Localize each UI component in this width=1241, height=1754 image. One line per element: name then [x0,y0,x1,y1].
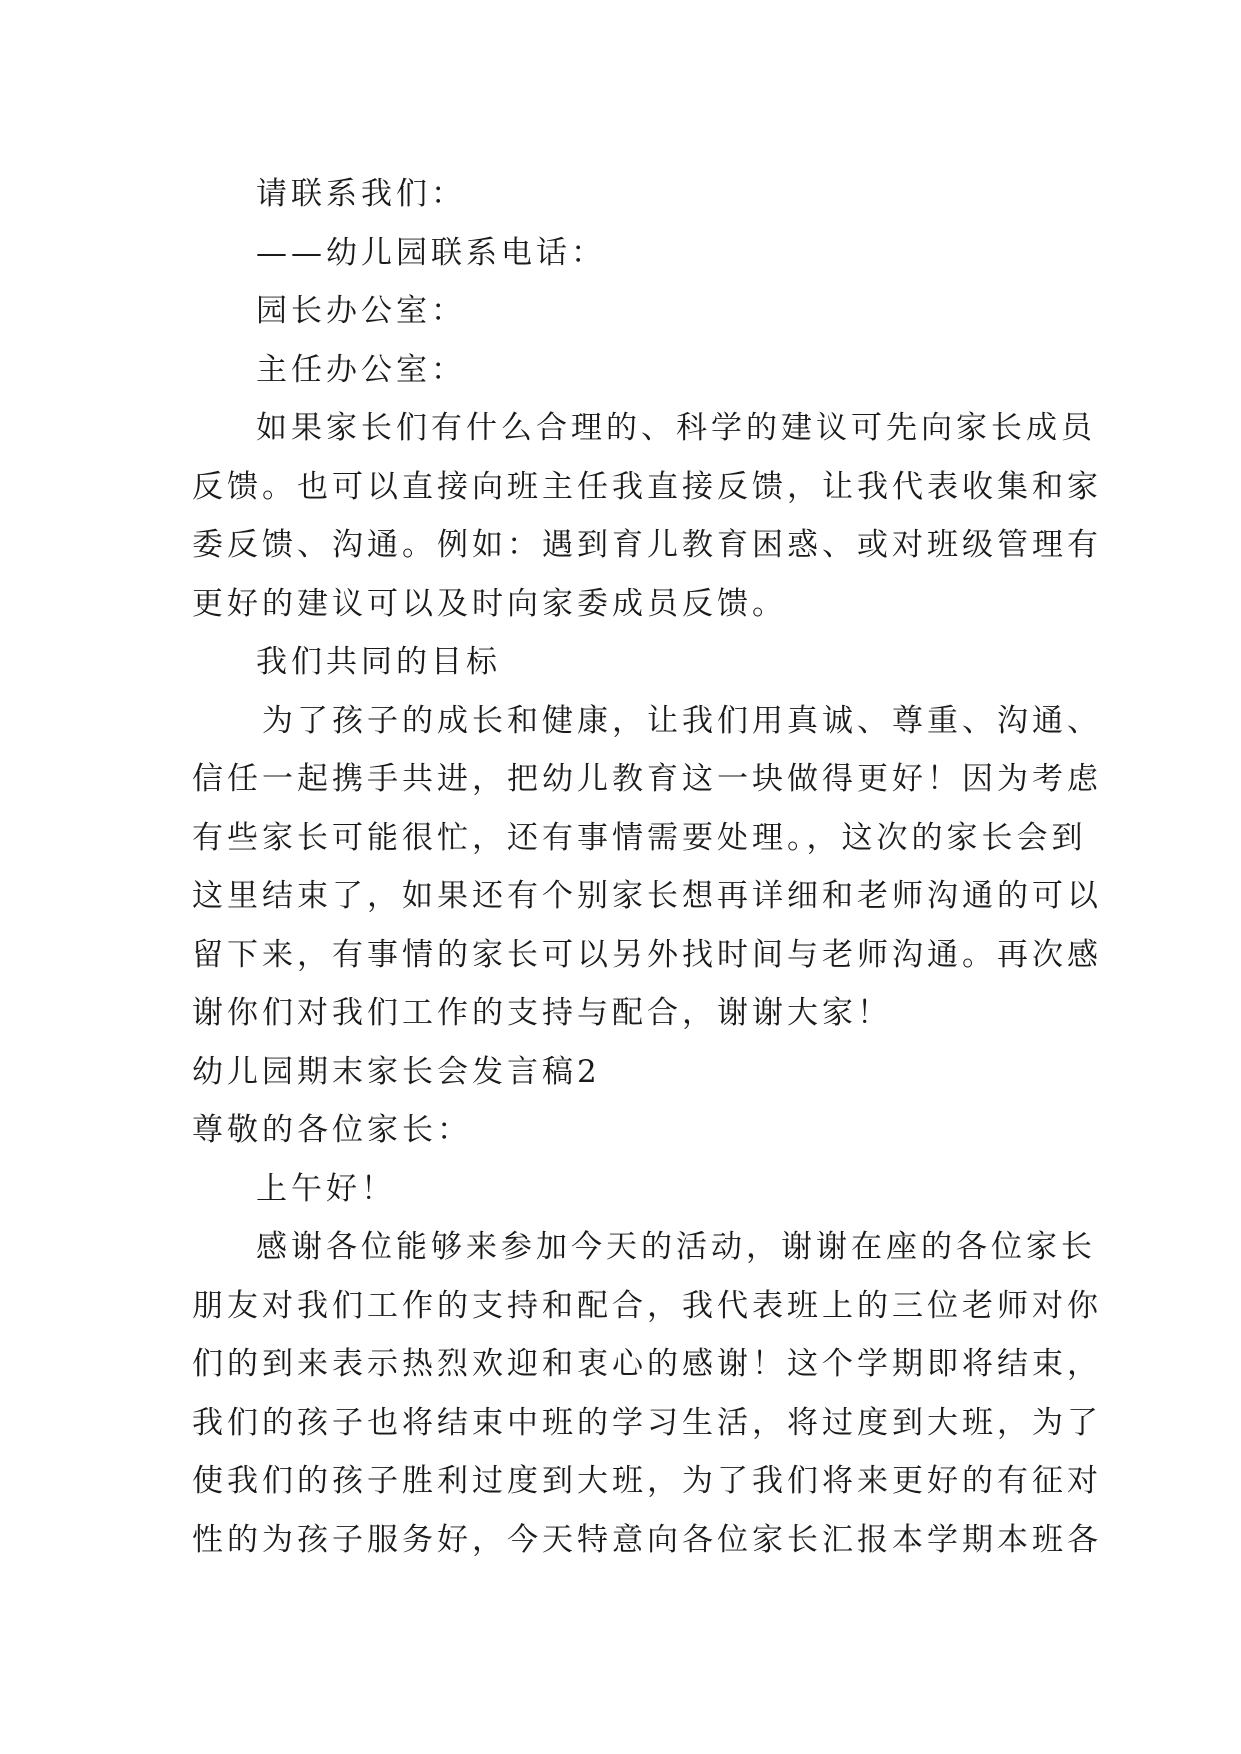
paragraph-line: 我们的孩子也将结束中班的学习生活，将过度到大班，为了 [192,1404,1102,1441]
paragraph-line: 主任办公室： [256,351,466,388]
paragraph-line: 留下来，有事情的家长可以另外找时间与老师沟通。再次感 [192,936,1102,973]
paragraph-line: 朋友对我们工作的支持和配合，我代表班上的三位老师对你 [192,1287,1102,1324]
greeting: 上午好！ [256,1170,396,1207]
paragraph-line: 这里结束了，如果还有个别家长想再详细和老师沟通的可以 [192,878,1102,914]
paragraph-line: 谢你们对我们工作的支持与配合，谢谢大家！ [192,995,892,1031]
paragraph-line: 感谢各位能够来参加今天的活动，谢谢在座的各位家长 [256,1229,1096,1265]
paragraph-line: 信任一起携手共进，把幼儿教育这一块做得更好！因为考虑 [192,761,1102,797]
paragraph-line: 性的为孩子服务好，今天特意向各位家长汇报本学期本班各 [192,1521,1102,1558]
paragraph-line: 委反馈、沟通。例如：遇到育儿教育困惑、或对班级管理有 [192,527,1102,563]
paragraph-line: 请联系我们： [256,176,466,212]
paragraph-line: 更好的建议可以及时向家委成员反馈。 [192,585,787,622]
salutation: 尊敬的各位家长： [192,1112,472,1148]
paragraph-line: 们的到来表示热烈欢迎和衷心的感谢！这个学期即将结束， [192,1346,1102,1382]
paragraph-line: 有些家长可能很忙，还有事情需要处理。，这次的家长会到 [192,819,1087,856]
section-heading: 我们共同的目标 [256,644,501,680]
paragraph-line: 如果家长们有什么合理的、科学的建议可先向家长成员 [256,410,1096,446]
document-title: 幼儿园期末家长会发言稿2 [192,1053,601,1090]
paragraph-line: 反馈。也可以直接向班主任我直接反馈，让我代表收集和家 [192,468,1102,505]
paragraph-line: ——幼儿园联系电话： [256,234,606,271]
paragraph-line: 使我们的孩子胜利过度到大班，为了我们将来更好的有征对 [192,1463,1102,1499]
paragraph-line: 园长办公室： [256,293,466,329]
document-body [192,165,1102,1569]
paragraph-line: 为了孩子的成长和健康，让我们用真诚、尊重、沟通、 [262,702,1102,739]
